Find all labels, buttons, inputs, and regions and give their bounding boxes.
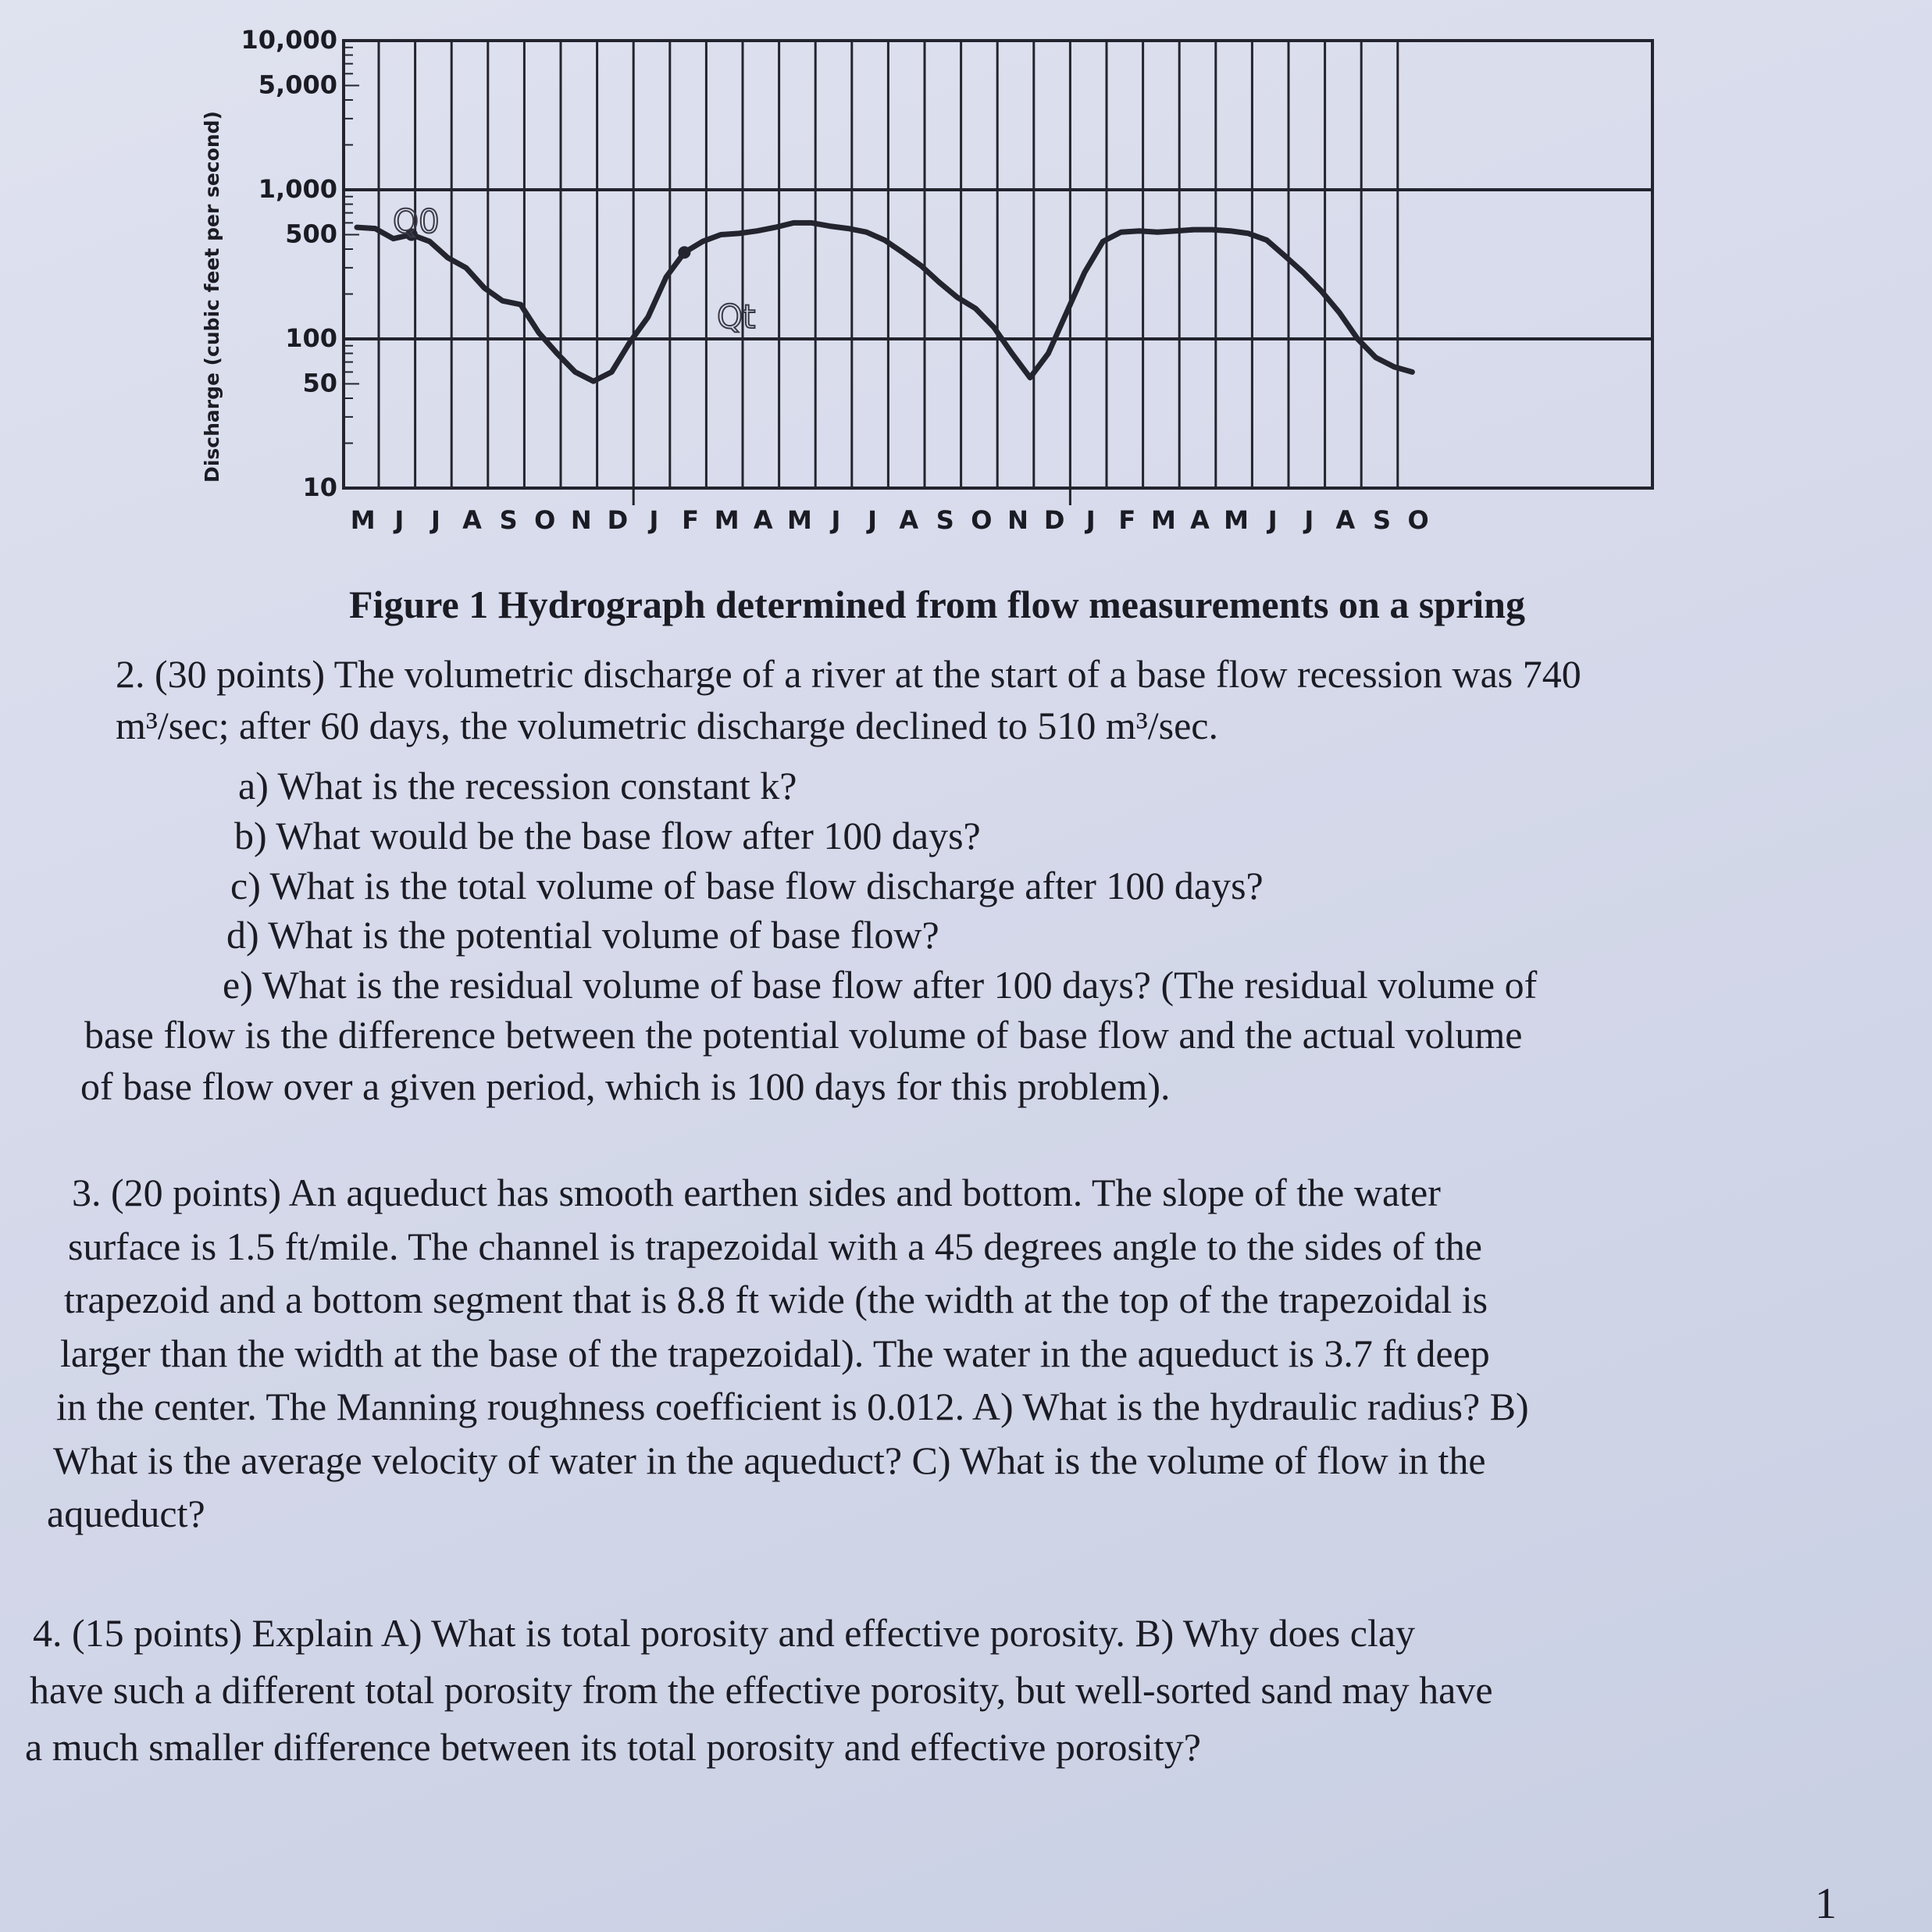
x-tick-label: J [394,505,405,535]
annotation-qt: Qt [717,298,756,336]
annotation-q0: Q0 [393,202,440,241]
hydrograph-chart [0,0,1932,578]
x-tick-label: A [753,505,773,535]
q2-part-e-line-3: of base flow over a given period, which is 100 days for this problem). [80,1064,1171,1108]
x-tick-label: F [1118,505,1136,535]
q2-part-c: c) What is the total volume of base flow discharge after 100 days? [230,864,1264,907]
x-tick-label: A [899,505,919,535]
question-3 [47,1166,1529,1541]
x-tick-label: S [936,505,954,535]
q2-part-e-line-2: base flow is the difference between the potential volume of base flow and the actual volume [84,1013,1523,1057]
y-tick-label: 1,000 [258,174,337,204]
q3-line: aqueduct? [47,1492,205,1535]
q3-line: larger than the width at the base of the trapezoidal). The water in the aqueduct is 3.7 ft deep [60,1331,1490,1375]
q4-line: 4. (15 points) Explain A) What is total porosity and effective porosity. B) Why does clay [33,1611,1416,1655]
y-tick-label: 100 [285,323,337,353]
x-tick-label: N [1007,505,1028,535]
q4-line: a much smaller difference between its total porosity and effective porosity? [25,1725,1201,1769]
y-axis-label: Discharge (cubic feet per second) [201,111,223,483]
q3-line: in the center. The Manning roughness coefficient is 0.012. A) What is the hydraulic radius? B) [56,1385,1529,1428]
x-tick-label: N [570,505,592,535]
x-tick-label: J [868,505,878,535]
x-axis-ticks [351,488,1429,535]
series-markers [405,228,691,258]
y-axis-ticks [241,25,359,502]
x-tick-label: J [1085,505,1096,535]
q2-line-2: m³/sec; after 60 days, the volumetric discharge declined to 510 m³/sec. [116,704,1218,747]
x-tick-label: M [1150,505,1176,535]
x-tick-label: O [971,505,993,535]
q2-line-1: 2. (30 points) The volumetric discharge of a river at the start of a base flow recession was 740 [116,652,1581,696]
question-4 [25,1605,1493,1776]
x-tick-label: S [1372,505,1392,535]
y-tick-label: 500 [285,219,337,249]
q3-line: 3. (20 points) An aqueduct has smooth earthen sides and bottom. The slope of the water [72,1171,1441,1214]
q2-part-b: b) What would be the base flow after 100 days? [234,814,981,857]
x-tick-label: D [607,505,629,535]
x-tick-label: M [714,505,740,535]
x-tick-label: D [1043,505,1065,535]
x-tick-label: J [1267,505,1278,535]
q3-line: trapezoid and a bottom segment that is 8.8 ft wide (the width at the top of the trapezoidal is [64,1278,1488,1321]
question-2-stem [116,648,1581,751]
y-tick-label: 10 [302,472,337,502]
x-tick-label: F [682,505,700,535]
discharge-series-line [357,223,1412,381]
x-tick-label: M [1224,505,1249,535]
x-tick-label: A [462,505,482,535]
x-tick-label: S [499,505,518,535]
x-tick-label: J [430,505,440,535]
x-tick-label: M [786,505,812,535]
figure-caption: Figure 1 Hydrograph determined from flow measurements on a spring [349,583,1525,626]
x-tick-label: J [1304,505,1314,535]
x-tick-label: J [649,505,659,535]
x-tick-label: A [1335,505,1356,535]
y-tick-label: 5,000 [258,70,337,100]
q2-part-a: a) What is the recession constant k? [238,764,797,807]
x-tick-label: A [1190,505,1210,535]
y-tick-label: 50 [302,368,337,398]
x-tick-label: J [831,505,841,535]
x-tick-label: O [1407,505,1429,535]
q2-part-e-line-1: e) What is the residual volume of base flow after 100 days? (The residual volume of [223,963,1538,1007]
q4-line: have such a different total porosity from the effective porosity, but well-sorted sand may have [30,1668,1493,1712]
q3-line: What is the average velocity of water in the aqueduct? C) What is the volume of flow in the [53,1438,1486,1482]
y-tick-label: 10,000 [241,25,337,55]
q3-line: surface is 1.5 ft/mile. The channel is trapezoidal with a 45 degrees angle to the sides of the [68,1224,1482,1268]
qt-point-marker [678,246,690,258]
x-tick-label: O [534,505,556,535]
page-number: 1 [1815,1880,1837,1928]
q2-part-d: d) What is the potential volume of base flow? [226,913,939,957]
month-gridlines [379,41,1398,488]
x-tick-label: M [350,505,376,535]
